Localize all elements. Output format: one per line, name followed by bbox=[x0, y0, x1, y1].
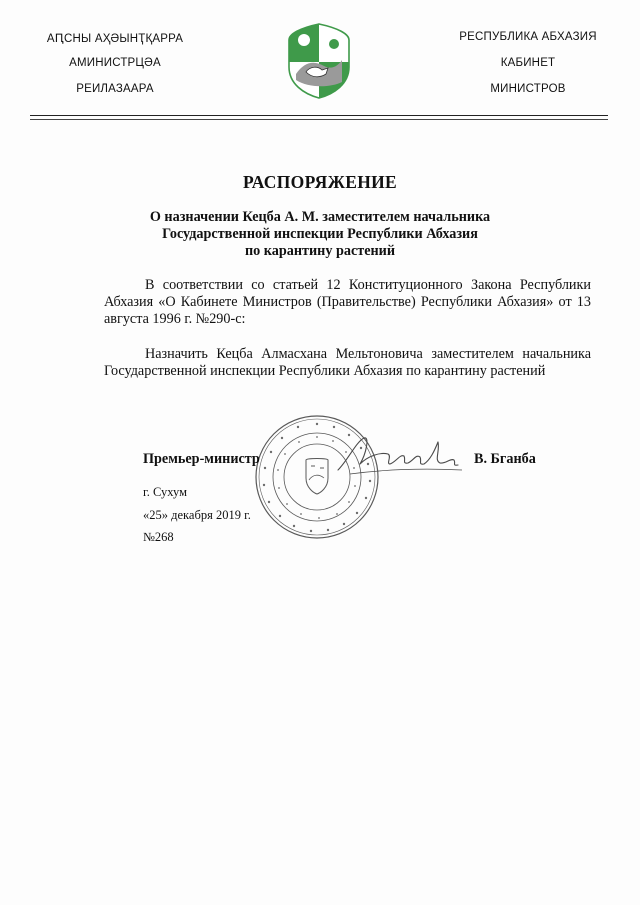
header-left-line-3: РЕИЛАЗААРА bbox=[76, 83, 154, 95]
paragraph-appointment: Назначить Кецба Алмасхана Мельтоновича заместителем начальника Государственной инспекции Республики Абхазия по карантину растений bbox=[104, 346, 591, 379]
header-right-line-2: КАБИНЕТ bbox=[500, 57, 556, 69]
signatory-role: Премьер-министр bbox=[143, 451, 260, 467]
issue-city: г. Сухум bbox=[143, 485, 188, 499]
subject-line-2: Государственной инспекции Республики Абхазия bbox=[162, 226, 478, 242]
subject-line-3: по карантину растений bbox=[244, 243, 396, 259]
header-left-line-1: АԤСНЫ АҲӘЫНҬҚАРРА bbox=[46, 33, 184, 45]
issue-date: «25» декабря 2019 г. bbox=[143, 508, 251, 522]
document-title: РАСПОРЯЖЕНИЕ bbox=[242, 172, 397, 192]
header-left-line-2: АМИНИСТРЦӘА bbox=[69, 57, 161, 69]
document-subject bbox=[100, 209, 540, 260]
paragraph-legal-basis: В соответствии со статьей 12 Конституционного Закона Республики Абхазия «О Кабинете Министров (Правительстве) Республики Абхазия» от 13 августа 1996 г. №290-с: bbox=[104, 277, 591, 327]
header-divider-thin bbox=[30, 119, 608, 120]
header-divider-thick bbox=[30, 115, 608, 116]
signatory-name: В. Бганба bbox=[474, 451, 536, 467]
handwritten-signature-icon bbox=[330, 430, 470, 480]
header-right-line-1: РЕСПУБЛИКА АБХАЗИЯ bbox=[459, 31, 597, 43]
document-number: №268 bbox=[143, 530, 174, 544]
subject-line-1: О назначении Кецба А. М. заместителем начальника bbox=[149, 209, 491, 225]
header-right-line-3: МИНИСТРОВ bbox=[490, 83, 566, 95]
abkhazia-emblem-icon bbox=[284, 22, 354, 100]
